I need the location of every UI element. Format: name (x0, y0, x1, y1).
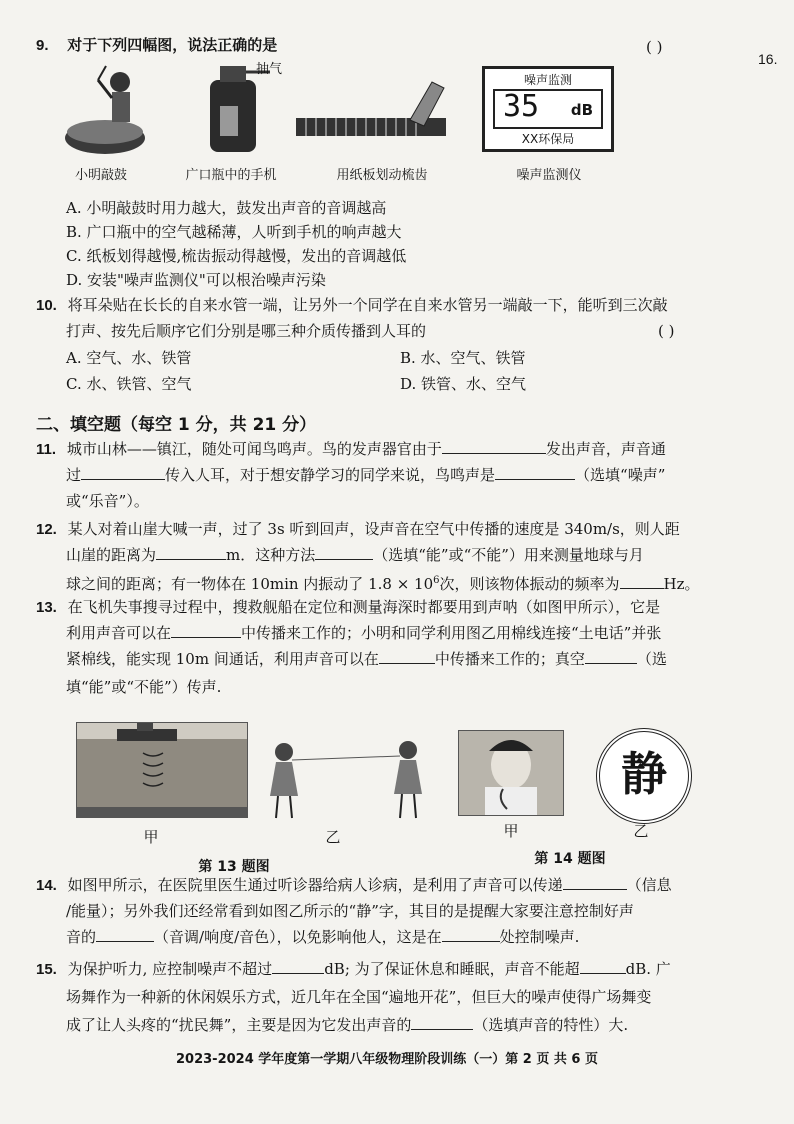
question-number: 9. (36, 37, 49, 54)
caption-meter: 噪声监测仪 (516, 168, 582, 183)
option-b: B. 广口瓶中的空气越稀薄，人听到手机的响声越大 (66, 223, 402, 241)
answer-paren: ( ) (646, 38, 663, 56)
section-title: 二、填空题（每空 1 分，共 21 分） (36, 415, 317, 435)
question-line (66, 1012, 628, 1038)
question-10 (36, 292, 668, 319)
question-line (66, 462, 665, 488)
question-number: 12. (36, 521, 57, 538)
question-number: 14. (36, 877, 57, 894)
question-line: /能量）；另外我们还经常看到如图乙所示的“静”字，其目的是提醒大家要注意控制好声 (66, 902, 634, 920)
fill-blank[interactable] (442, 437, 546, 454)
question-text: 对于下列四幅图，说法正确的是 (67, 36, 278, 54)
text-segment: （选填声音的特性）大. (473, 1016, 629, 1034)
stethoscope-figure (458, 730, 564, 816)
question-line: 将耳朵贴在长长的自来水管一端，让另外一个同学在自来水管另一端敲一下，能听到三次敲 (67, 296, 668, 314)
option-a: A. 空气、水、铁管 (66, 349, 192, 367)
text-segment: m．这种方法 (226, 546, 316, 564)
fill-blank[interactable] (96, 925, 154, 942)
question-number: 11. (36, 441, 57, 458)
quiet-character: 静 (621, 747, 667, 801)
text-segment: 球之间的距离；有一物体在 10min 内振动了 1.8 × 10 (66, 575, 434, 593)
text-segment: 城市山林——镇江，随处可闻鸟鸣声。鸟的发声器官由于 (66, 440, 442, 458)
fill-blank[interactable] (81, 463, 165, 480)
figure-13-caption: 第 13 题图 (198, 859, 270, 875)
caption-jar: 广口瓶中的手机 (185, 168, 277, 183)
noise-meter-figure (482, 66, 614, 152)
text-segment: （音调/响度/音色），以免影响他人，这是在 (154, 928, 442, 946)
text-segment: （选填“能”或“不能”）用来测量地球与月 (373, 546, 644, 564)
text-segment: 在飞机失事搜寻过程中，搜救舰船在定位和测量海深时都要用到声呐（如图甲所示），它是 (67, 598, 661, 616)
meter-title: 噪声监测 (523, 73, 572, 87)
text-segment: 紧棉线，能实现 10m 间通话，利用声音可以在 (66, 650, 379, 668)
option-d: D. 安装"噪声监测仪"可以根治噪声污染 (66, 271, 326, 289)
quiet-sign-figure (596, 728, 692, 824)
text-segment: 发出声音，声音通 (545, 440, 666, 458)
text-segment: 成了让人头疼的“扰民舞”，主要是因为它发出声音的 (66, 1016, 412, 1034)
text-segment: 利用声音可以在 (66, 624, 172, 642)
fill-blank[interactable] (442, 925, 500, 942)
question-line: 填“能”或“不能”）传声. (66, 678, 222, 696)
fill-blank[interactable] (272, 957, 324, 974)
caption-comb: 用纸板划动梳齿 (336, 168, 428, 183)
fill-blank[interactable] (156, 543, 226, 560)
question-number: 13. (36, 599, 57, 616)
question-14 (36, 872, 672, 899)
meter-unit: dB (570, 101, 593, 119)
text-segment: dB; 为了保证休息和睡眠，声音不能超 (324, 960, 580, 978)
question-9 (36, 32, 277, 59)
question-line: 打声、按先后顺序它们分别是哪三种介质传播到人耳的 (66, 322, 427, 340)
text-segment: 如图甲所示，在医院里医生通过听诊器给病人诊病，是利用了声音可以传递 (67, 876, 563, 894)
text-segment: 次，则该物体振动的频率为 (439, 575, 620, 593)
caption-drum: 小明敲鼓 (74, 168, 127, 183)
question-13 (36, 594, 660, 621)
meter-org: XX环保局 (521, 132, 575, 146)
text-segment: （选 (636, 650, 667, 668)
option-c: C. 纸板划得越慢,梳齿振动得越慢，发出的音调越低 (66, 247, 407, 265)
option-c: C. 水、铁管、空气 (66, 375, 192, 393)
text-segment: （信息 (626, 876, 672, 894)
text-segment: 过 (66, 466, 82, 484)
text-segment: Hz。 (663, 575, 700, 593)
meter-display (493, 89, 603, 129)
fill-blank[interactable] (580, 957, 626, 974)
fill-blank[interactable] (585, 647, 637, 664)
option-a: A. 小明敲鼓时用力越大，鼓发出声音的音调越高 (66, 199, 387, 217)
drum-figure (60, 60, 160, 160)
label-jia-14: 甲 (503, 822, 519, 840)
label-yi-13: 乙 (325, 828, 341, 846)
question-line (66, 924, 579, 950)
fill-blank[interactable] (171, 621, 241, 638)
question-line (66, 620, 661, 646)
side-question-number: 16. (758, 51, 778, 67)
question-line: 或“乐音”）。 (66, 492, 149, 510)
question-number: 15. (36, 961, 57, 978)
text-segment: 传入人耳，对于想安静学习的同学来说，鸟鸣声是 (165, 466, 496, 484)
question-15 (36, 956, 671, 983)
option-b: B. 水、空气、铁管 (400, 349, 526, 367)
text-segment: dB. 广 (625, 960, 671, 978)
fill-blank[interactable] (495, 463, 575, 480)
tin-can-phone-figure (262, 736, 432, 826)
fill-blank[interactable] (315, 543, 373, 560)
question-line: 场舞作为一种新的休闲娱乐方式，近几年在全国“遍地开花”，但巨大的噪声使得广场舞变 (66, 988, 652, 1006)
figure-14-caption: 第 14 题图 (534, 851, 606, 867)
question-line (66, 568, 700, 597)
label-jia-13: 甲 (143, 828, 159, 846)
question-line (66, 542, 644, 568)
question-line (66, 646, 667, 672)
text-segment: 处控制噪声. (499, 928, 580, 946)
fill-blank[interactable] (379, 647, 435, 664)
option-d: D. 铁管、水、空气 (400, 375, 527, 393)
pump-label: 抽气 (256, 62, 283, 77)
question-number: 10. (36, 297, 57, 314)
question-11 (36, 436, 666, 463)
fill-blank[interactable] (411, 1013, 473, 1030)
question-12 (36, 516, 680, 543)
page-footer: 2023-2024 学年度第一学期八年级物理阶段训练（一）第 2 页 共 6 页 (176, 1052, 599, 1067)
text-segment: 为保护听力, 应控制噪声不超过 (67, 960, 273, 978)
meter-value: 35 (503, 89, 540, 124)
sonar-figure (76, 722, 248, 818)
text-segment: 音的 (66, 928, 97, 946)
text-segment: 中传播来工作的；真空 (434, 650, 585, 668)
fill-blank[interactable] (563, 873, 627, 890)
text-segment: 某人对着山崖大喊一声，过了 3s 听到回声，设声音在空气中传播的速度是 340m/s，则人距 (67, 520, 680, 538)
label-yi-14: 乙 (633, 822, 649, 840)
text-segment: 山崖的距离为 (66, 546, 157, 564)
fill-blank[interactable] (620, 572, 664, 589)
text-segment: 中传播来工作的；小明和同学利用图乙用棉线连接“土电话”并张 (241, 624, 662, 642)
exponent: 6 (433, 575, 440, 586)
text-segment: （选填“噪声” (575, 466, 666, 484)
comb-figure (292, 78, 452, 142)
answer-paren: ( ) (658, 322, 675, 340)
